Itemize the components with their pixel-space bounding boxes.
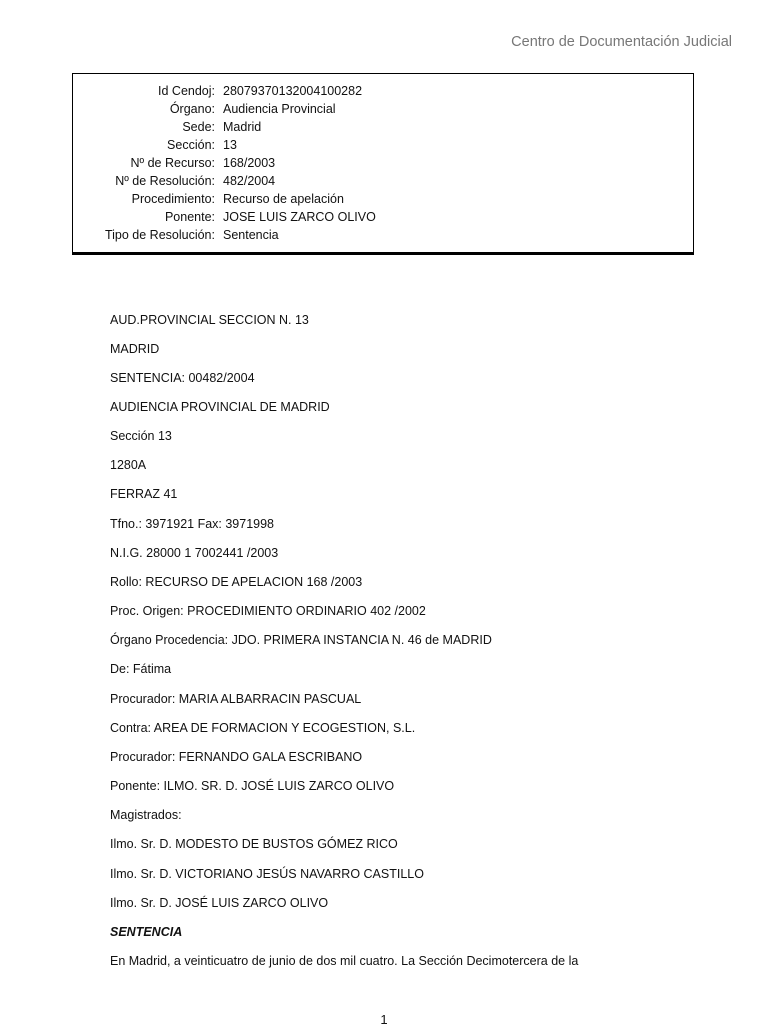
metadata-value: JOSE LUIS ZARCO OLIVO xyxy=(223,210,376,224)
metadata-box xyxy=(72,73,694,253)
ponente-line: Ponente: ILMO. SR. D. JOSÉ LUIS ZARCO OLIVO xyxy=(110,779,395,793)
magistrate-line: Ilmo. Sr. D. VICTORIANO JESÚS NAVARRO CASTILLO xyxy=(110,867,424,881)
nig-line: N.I.G. 28000 1 7002441 /2003 xyxy=(110,546,279,560)
metadata-value: 168/2003 xyxy=(223,156,276,170)
metadata-label: Sede: xyxy=(182,120,215,134)
procurador-appellant-line: Procurador: MARIA ALBARRACIN PASCUAL xyxy=(110,692,362,706)
metadata-value: Sentencia xyxy=(223,228,279,242)
metadata-label: Sección: xyxy=(167,138,215,152)
rollo-line: Rollo: RECURSO DE APELACION 168 /2003 xyxy=(110,575,363,589)
magistrate-line: Ilmo. Sr. D. JOSÉ LUIS ZARCO OLIVO xyxy=(110,896,329,910)
metadata-label: Nº de Recurso: xyxy=(130,156,215,170)
metadata-value: 482/2004 xyxy=(223,174,276,188)
metadata-label: Tipo de Resolución: xyxy=(104,228,215,242)
metadata-label: Órgano: xyxy=(169,102,215,116)
metadata-row-tipo-resolucion xyxy=(73,226,693,244)
respondent-line: Contra: AREA DE FORMACION Y ECOGESTION, S.L. xyxy=(110,721,416,735)
metadata-label: Id Cendoj: xyxy=(158,84,215,98)
metadata-row-sede xyxy=(73,118,693,136)
metadata-row-procedimiento xyxy=(73,190,693,208)
metadata-value: Madrid xyxy=(223,120,262,134)
metadata-row-id-cendoj xyxy=(73,82,693,100)
organo-procedencia-line: Órgano Procedencia: JDO. PRIMERA INSTANCIA N. 46 de MADRID xyxy=(110,633,492,647)
metadata-value: Audiencia Provincial xyxy=(223,102,336,116)
metadata-label: Ponente: xyxy=(164,210,215,224)
metadata-row-organo xyxy=(73,100,693,118)
page-number: 1 xyxy=(380,1012,388,1027)
appellant-line: De: Fátima xyxy=(110,662,172,676)
procurador-respondent-line: Procurador: FERNANDO GALA ESCRIBANO xyxy=(110,750,363,764)
opening-paragraph-line: En Madrid, a veinticuatro de junio de dos mil cuatro. La Sección Decimotercera de la xyxy=(110,954,579,968)
document-source-header: Centro de Documentación Judicial xyxy=(511,34,732,50)
metadata-row-ponente xyxy=(73,208,693,226)
metadata-row-resolucion xyxy=(73,172,693,190)
metadata-row-seccion xyxy=(73,136,693,154)
sentencia-heading: SENTENCIA xyxy=(110,925,183,939)
metadata-value: 13 xyxy=(223,138,237,152)
metadata-label: Nº de Resolución: xyxy=(115,174,215,188)
court-name-line: AUD.PROVINCIAL SECCION N. 13 xyxy=(110,313,309,327)
phone-fax-line: Tfno.: 3971921 Fax: 3971998 xyxy=(110,517,275,531)
magistrate-line: Ilmo. Sr. D. MODESTO DE BUSTOS GÓMEZ RICO xyxy=(110,837,398,851)
city-line: MADRID xyxy=(110,342,160,356)
sentence-number-line: SENTENCIA: 00482/2004 xyxy=(110,371,255,385)
court-full-name-line: AUDIENCIA PROVINCIAL DE MADRID xyxy=(110,400,330,414)
proc-origen-line: Proc. Origen: PROCEDIMIENTO ORDINARIO 402 /2002 xyxy=(110,604,426,618)
metadata-row-recurso xyxy=(73,154,693,172)
address-line: FERRAZ 41 xyxy=(110,487,178,501)
magistrados-heading: Magistrados: xyxy=(110,808,182,822)
metadata-value: Recurso de apelación xyxy=(223,192,344,206)
metadata-label: Procedimiento: xyxy=(131,192,215,206)
section-line: Sección 13 xyxy=(110,429,172,443)
code-line: 1280A xyxy=(110,458,147,472)
metadata-value: 28079370132004100282 xyxy=(223,84,363,98)
